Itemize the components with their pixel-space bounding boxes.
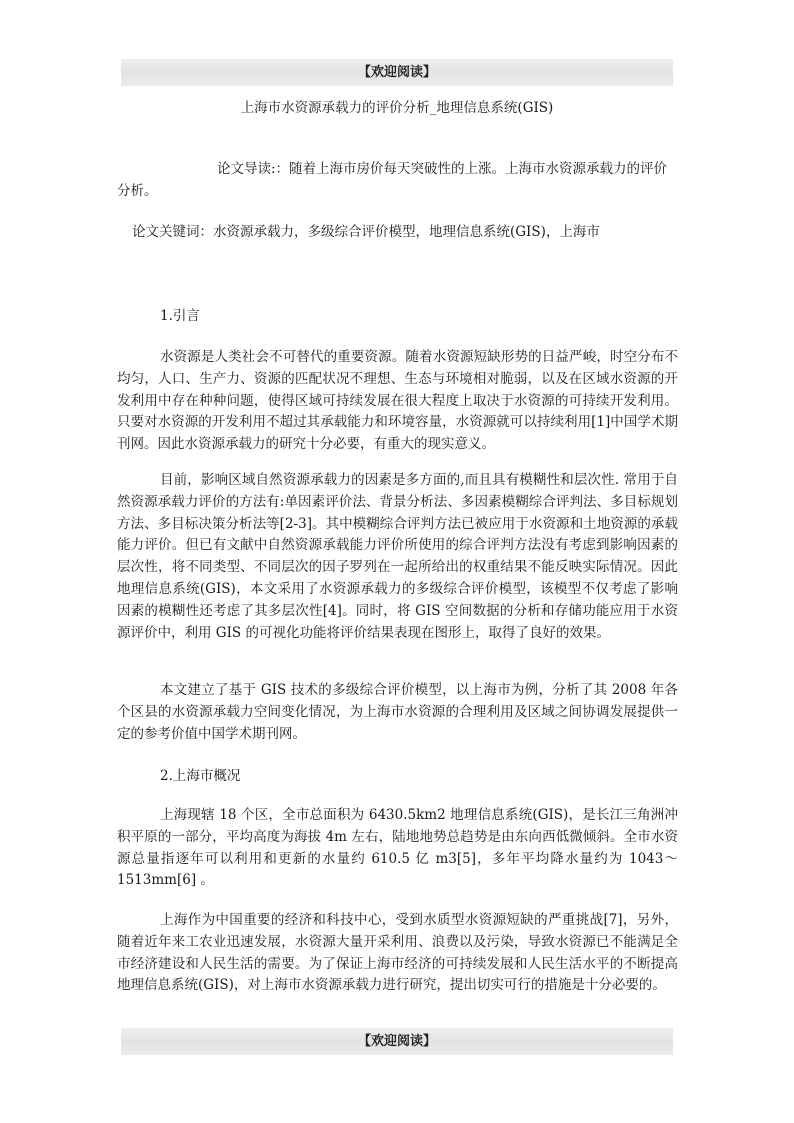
- page-title: 上海市水资源承载力的评价分析_地理信息系统(GIS): [240, 100, 554, 116]
- paragraph-overview-1: 上海现辖 18 个区，全市总面积为 6430.5km2 地理信息系统(GIS)，是长江三角洲冲积平原的一部分，平均高度为海拔 4m 左右，陆地地势总趋势是由东向西低微倾斜。全市水资源总量指逐年可以利用和更新的水量约 610.5 亿 m3[5]，多年平均降水量约为 1043～1513mm[6] 。: [117, 807, 678, 889]
- paragraph-overview-2: 上海作为中国重要的经济和科技中心，受到水质型水资源短缺的严重挑战[7]，另外，随着近年来工农业迅速发展，水资源大量开采利用、浪费以及污染，导致水资源已不能满足全市经济建设和人民生活的需要。为了保证上海市经济的可持续发展和人民生活水平的不断提高地理信息系统(GIS)，对上海市水资源承载力进行研究，提出切实可行的措施是十分必要的。: [117, 912, 678, 994]
- abstract-intro: 论文导读:：随着上海市房价每天突破性的上涨。上海市水资源承载力的评价分析。: [117, 161, 668, 199]
- keywords: 论文关键词：水资源承载力，多级综合评价模型，地理信息系统(GIS)，上海市: [132, 224, 600, 240]
- section-heading-introduction: 1.引言: [160, 308, 200, 324]
- paragraph-intro-2: 目前，影响区域自然资源承载力的因素是多方面的,而且具有模糊性和层次性. 常用于自然资源承载力评价的方法有:单因素评价法、背景分析法、多因素模糊综合评判法、多目标规划方法、多目标决策分析法等[2-3]。其中模糊综合评判方法已被应用于水资源和土地资源的承载能力评价。但已有文献中自然资源承载能力评价所使用的综合评判方法没有考虑到影响因素的层次性，将不同类型、不同层次的因子罗列在一起所给出的权重结果不能反映实际情况。因此地理信息系统(GIS)，本文采用了水资源承载力的多级综合评价模型，该模型不仅考虑了影响因素的模糊性还考虑了其多层次性[4]。同时，将 GIS 空间数据的分析和存储功能应用于水资源评价中，利用 GIS 的可视化功能将评价结果表现在图形上，取得了良好的效果。: [117, 472, 678, 641]
- paragraph-intro-3: 本文建立了基于 GIS 技术的多级综合评价模型，以上海市为例，分析了其 2008 年各个区县的水资源承载力空间变化情况，为上海市水资源的合理利用及区域之间协调发展提供一定的参考价值中国学术期刊网。: [117, 682, 678, 742]
- welcome-banner-bottom[interactable]: 【欢迎阅读】: [121, 1028, 673, 1055]
- welcome-banner-top[interactable]: 【欢迎阅读】: [121, 59, 673, 86]
- section-heading-overview: 2.上海市概况: [160, 768, 241, 784]
- paragraph-intro-1: 水资源是人类社会不可替代的重要资源。随着水资源短缺形势的日益严峻，时空分布不均匀，人口、生产力、资源的匹配状况不理想、生态与环境相对脆弱，以及在区域水资源的开发利用中存在种种问题，使得区域可持续发展在很大程度上取决于水资源的可持续开发利用。只要对水资源的开发利用不超过其承载能力和环境容量，水资源就可以持续利用[1]中国学术期刊网。因此水资源承载力的研究十分必要，有重大的现实意义。: [117, 349, 678, 453]
